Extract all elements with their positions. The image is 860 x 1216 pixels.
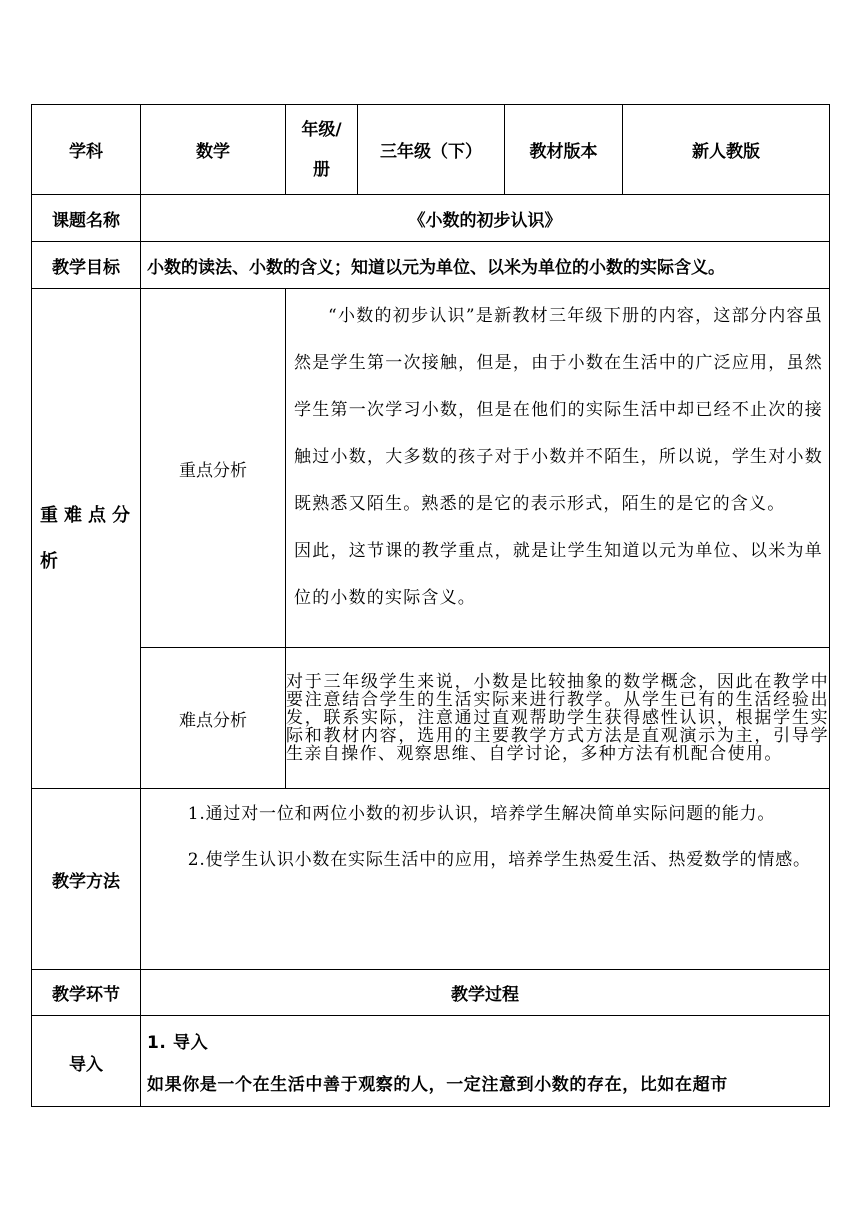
- difficulty-content: 对于三年级学生来说，小数是比较抽象的数学概念，因此在教学中要注意结合学生的生活实际来进行教学。从学生已有的生活经验出发，联系实际，注意通过直观帮助学生获得感性认识，根据学生实际和教材内容，选用的主要教学方式方法是直观演示为主，引导学生亲自操作、观察思维、自学讨论，多种方法有机配合使用。: [286, 648, 830, 789]
- method-content: [141, 789, 830, 970]
- process-header-row: [32, 970, 830, 1016]
- intro-text: 如果你是一个在生活中善于观察的人，一定注意到小数的存在，比如在超市: [147, 1075, 728, 1095]
- difficulty-label: 难点分析: [141, 648, 286, 789]
- grade-label-line1: 年级/: [301, 119, 342, 140]
- grade-value: 三年级（下）: [358, 105, 505, 195]
- method-label: 教学方法: [32, 789, 141, 970]
- lesson-value: 《小数的初步认识》: [141, 195, 830, 242]
- method-item-1: 1.通过对一位和两位小数的初步认识，培养学生解决简单实际问题的能力。: [187, 804, 776, 824]
- edition-value: 新人教版: [623, 105, 830, 195]
- key-paragraph-2: 因此，这节课的教学重点，就是让学生知道以元为单位、以米为单位的小数的实际含义。: [294, 541, 823, 608]
- lesson-plan-table: [31, 104, 830, 1107]
- grade-label: [286, 105, 358, 195]
- key-analysis-label: 重点分析: [141, 289, 286, 648]
- process-label: 教学过程: [141, 970, 830, 1016]
- subject-label: 学科: [32, 105, 141, 195]
- difficulty-row: [32, 648, 830, 789]
- subject-value: 数学: [141, 105, 286, 195]
- analysis-label: 重难点分析: [32, 289, 141, 789]
- objective-row: [32, 242, 830, 289]
- key-paragraph-1: “小数的初步认识”是新教材三年级下册的内容，这部分内容虽然是学生第一次接触，但是，由于小数在生活中的广泛应用，虽然学生第一次学习小数，但是在他们的实际生活中却已经不止次的接触过小数，大多数的孩子对于小数并不陌生，所以说，学生对小数既熟悉又陌生。熟悉的是它的表示形式，陌生的是它的含义。: [294, 306, 823, 514]
- intro-label: 导入: [32, 1016, 141, 1107]
- method-row: [32, 789, 830, 970]
- stage-label: 教学环节: [32, 970, 141, 1016]
- grade-label-line2: 册: [313, 159, 330, 180]
- intro-content: [141, 1016, 830, 1107]
- method-item-2: 2.使学生认识小数在实际生活中的应用，培养学生热爱生活、热爱数学的情感。: [187, 850, 811, 870]
- lesson-row: [32, 195, 830, 242]
- edition-label: 教材版本: [505, 105, 623, 195]
- intro-title: 1. 导入: [147, 1033, 209, 1053]
- key-analysis-content: [286, 289, 830, 648]
- intro-row: [32, 1016, 830, 1107]
- objective-value: 小数的读法、小数的含义；知道以元为单位、以米为单位的小数的实际含义。: [141, 242, 830, 289]
- lesson-label: 课题名称: [32, 195, 141, 242]
- header-row: [32, 105, 830, 195]
- key-analysis-row: [32, 289, 830, 648]
- objective-label: 教学目标: [32, 242, 141, 289]
